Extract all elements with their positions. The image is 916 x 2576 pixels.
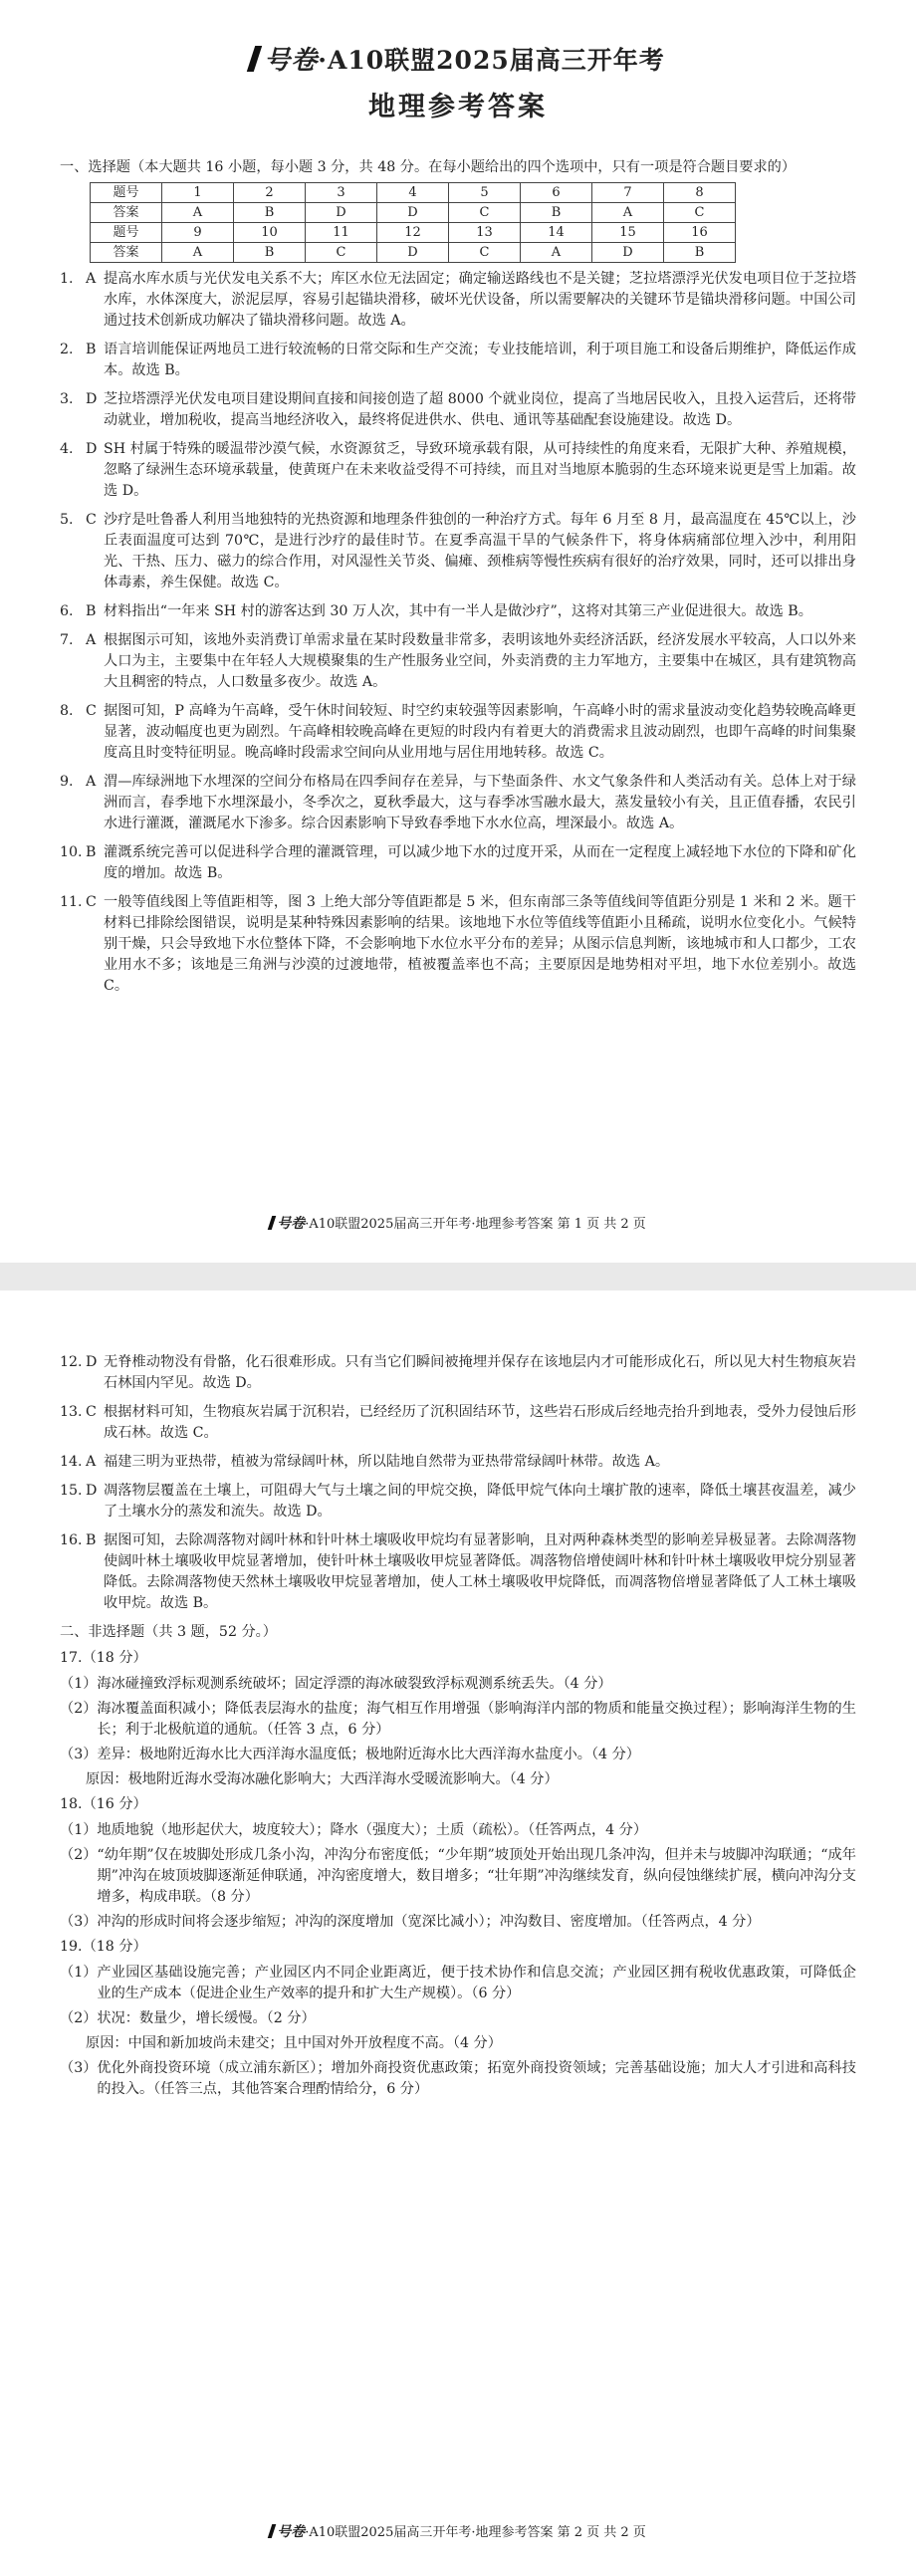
page2-content bbox=[60, 1350, 856, 2104]
sub-number: （2） bbox=[60, 2010, 98, 2026]
sub-answer bbox=[60, 2008, 856, 2029]
question-number: 12. bbox=[60, 1354, 83, 1370]
exam-title: 号卷·A10联盟2025届高三开年考 bbox=[0, 40, 916, 77]
sub-answer-text: 差异：极地附近海水比大西洋海水温度低；极地附近海水比大西洋海水盐度小。（4 分） bbox=[97, 1747, 640, 1762]
answer-table-cell: 12 bbox=[377, 223, 449, 243]
question-number: 13. bbox=[60, 1404, 83, 1420]
answer-table-cell: D bbox=[377, 203, 449, 223]
answer-table-cell: 答案 bbox=[91, 243, 162, 263]
answer-table-cell: C bbox=[449, 243, 521, 263]
answer-table-cell: 题号 bbox=[91, 223, 162, 243]
q17-answers bbox=[60, 1674, 856, 1765]
answer-table-cell: 题号 bbox=[91, 183, 162, 203]
answer-table-cell: B bbox=[664, 243, 736, 263]
answer-page-1 bbox=[0, 0, 916, 1263]
explanation-text: 提高水库水质与光伏发电关系不大；库区水位无法固定；确定输送路线也不是关键；芝拉塔漂浮光伏发电项目位于芝拉塔水库，水体深度大，淤泥层厚，容易引起锚块滑移，破坏光伏设备，所以需要解决的关键环节是锚块滑移问题。中国公司通过技术创新成功解决了锚块滑移问题。故选 A。 bbox=[104, 271, 856, 329]
answer-table bbox=[90, 182, 736, 263]
answer-table-cell: C bbox=[449, 203, 521, 223]
sub-answer-text: “幼年期”仅在坡脚处形成几条小沟，冲沟分布密度低；“少年期”坡顶处开始出现几条冲沟，但并未与坡脚冲沟联通；“成年期”冲沟在坡顶坡脚逐渐延伸联通，冲沟密度增大，数目增多；“壮年期”冲沟继续发育，纵向侵蚀继续扩展，横向冲沟分支增多，构成串联。（8 分） bbox=[97, 1847, 856, 1905]
sub-number: （1） bbox=[60, 1965, 98, 1981]
answer-table-cell: 2 bbox=[234, 183, 306, 203]
question-number: 6. bbox=[60, 603, 74, 619]
explanation-item bbox=[60, 772, 856, 834]
explanation-item bbox=[60, 340, 856, 381]
sub-number: （2） bbox=[60, 1701, 98, 1717]
q18-answers bbox=[60, 1820, 856, 1933]
answer-letter: C bbox=[86, 894, 97, 910]
answer-letter: B bbox=[86, 1532, 97, 1548]
q19-answers-cont bbox=[60, 2058, 856, 2100]
explanation-item bbox=[60, 601, 856, 622]
answer-table-cell: D bbox=[592, 243, 664, 263]
sub-answer-text: 海冰覆盖面积减小；降低表层海水的盐度；海气相互作用增强（影响海洋内部的物质和能量交换过程）；影响海洋生物的生长；利于北极航道的通航。（任答 3 点，6 分） bbox=[97, 1701, 856, 1738]
answer-table-row bbox=[91, 243, 736, 263]
answer-letter: B bbox=[86, 844, 97, 860]
sub-answer bbox=[60, 2058, 856, 2100]
choice-explanations-p1 bbox=[60, 269, 856, 997]
sub-answer bbox=[60, 1674, 856, 1695]
answer-table-cell: 14 bbox=[521, 223, 592, 243]
explanation-text: 根据图示可知，该地外卖消费订单需求量在某时段数量非常多，表明该地外卖经济活跃，经济发展水平较高，人口以外来人口为主，主要集中在年轻人大规模聚集的生产性服务业空间，外卖消费的主力军地方，主要集中在城区，具有建筑物高大且稠密的特点，人口数量多夜少。故选 A。 bbox=[104, 632, 856, 690]
explanation-text: 无脊椎动物没有骨骼，化石很难形成。只有当它们瞬间被掩埋并保存在该地层内才可能形成化石，所以见大村生物痕灰岩石林国内罕见。故选 D。 bbox=[104, 1354, 856, 1391]
answer-table-cell: C bbox=[664, 203, 736, 223]
answer-table-cell: 3 bbox=[306, 183, 377, 203]
document-title: 地理参考答案 bbox=[368, 92, 548, 122]
answer-table-cell: A bbox=[162, 243, 234, 263]
answer-table-cell: C bbox=[306, 243, 377, 263]
answer-table-cell: 6 bbox=[521, 183, 592, 203]
answer-letter: B bbox=[86, 342, 97, 357]
answer-table-cell: B bbox=[234, 243, 306, 263]
explanation-text: 凋落物层覆盖在土壤上，可阻碍大气与土壤之间的甲烷交换，降低甲烷气体向土壤扩散的速率，降低土壤甚夜温差，减少了土壤水分的蒸发和流失。故选 D。 bbox=[104, 1483, 856, 1520]
explanation-item bbox=[60, 842, 856, 884]
answer-table-cell: A bbox=[521, 243, 592, 263]
sub-answer bbox=[60, 1912, 856, 1933]
answer-letter: C bbox=[86, 512, 97, 528]
explanation-item bbox=[60, 1481, 856, 1522]
question-number: 14. bbox=[60, 1454, 83, 1470]
page2-footer: 号卷·A10联盟2025届高三开年考·地理参考答案 第 2 页 共 2 页 bbox=[0, 2521, 916, 2541]
section1-heading: 一、选择题（本大题共 16 小题，每小题 3 分，共 48 分。在每小题给出的四个选项中，只有一项是符合题目要求的） bbox=[60, 159, 797, 175]
q17-title: 17.（18 分） bbox=[60, 1650, 147, 1666]
answer-letter: D bbox=[86, 441, 98, 457]
sub-answer bbox=[60, 1963, 856, 2004]
explanation-text: 材料指出“一年来 SH 村的游客达到 30 万人次，其中有一半人是做沙疗”，这将对其第三产业促进很大。故选 B。 bbox=[104, 603, 812, 619]
answer-letter: D bbox=[86, 391, 98, 407]
answer-table-row bbox=[91, 183, 736, 203]
sub-answer bbox=[60, 1820, 856, 1841]
document-header bbox=[0, 0, 916, 123]
question-number: 16. bbox=[60, 1532, 83, 1548]
explanation-item bbox=[60, 892, 856, 997]
q19-title: 19.（18 分） bbox=[60, 1939, 147, 1955]
explanation-item bbox=[60, 510, 856, 593]
answer-table-cell: 4 bbox=[377, 183, 449, 203]
q18-title: 18.（16 分） bbox=[60, 1796, 147, 1812]
choice-explanations-p2 bbox=[60, 1352, 856, 1614]
question-number: 8. bbox=[60, 703, 74, 719]
answer-letter: A bbox=[86, 632, 97, 648]
sub-number: （3） bbox=[60, 1747, 98, 1762]
explanation-text: SH 村属于特殊的暖温带沙漠气候，水资源贫乏，导致环境承载有限，从可持续性的角度来看，无限扩大种、养殖规模，忽略了绿洲生态环境承载量，使黄斑户在未来收益受得不可持续，而且对当地原本脆弱的生态环境来说更是雪上加霜。故选 D。 bbox=[104, 441, 856, 499]
sub-answer-text: 海冰碰撞致浮标观测系统破坏；固定浮漂的海冰破裂致浮标观测系统丢失。（4 分） bbox=[97, 1676, 612, 1692]
explanation-text: 语言培训能保证两地员工进行较流畅的日常交际和生产交流；专业技能培训，利于项目施工和设备后期维护，降低运作成本。故选 B。 bbox=[104, 342, 856, 378]
question-number: 2. bbox=[60, 342, 74, 357]
explanation-item bbox=[60, 630, 856, 693]
answer-letter: A bbox=[86, 1454, 97, 1470]
question-number: 10. bbox=[60, 844, 83, 860]
answer-table-cell: 1 bbox=[162, 183, 234, 203]
answer-table-cell: A bbox=[592, 203, 664, 223]
q17-extra: 原因：极地附近海水受海冰融化影响大；大西洋海水受暖流影响大。（4 分） bbox=[86, 1771, 559, 1787]
answer-letter: B bbox=[86, 603, 97, 619]
q19-extra: 原因：中国和新加坡尚未建交；且中国对外开放程度不高。（4 分） bbox=[86, 2035, 502, 2051]
answer-letter: D bbox=[86, 1354, 98, 1370]
sub-answer-text: 优化外商投资环境（成立浦东新区）；增加外商投资优惠政策；拓宽外商投资领域；完善基础设施；加大人才引进和高科技的投入。（任答三点，其他答案合理酌情给分，6 分） bbox=[97, 2060, 856, 2097]
page-gap bbox=[0, 1263, 916, 1290]
answer-table-cell: 7 bbox=[592, 183, 664, 203]
sub-number: （3） bbox=[60, 2060, 98, 2076]
answer-table-cell: D bbox=[377, 243, 449, 263]
answer-table-cell: D bbox=[306, 203, 377, 223]
answer-letter: C bbox=[86, 1404, 97, 1420]
answer-table-row bbox=[91, 203, 736, 223]
sub-number: （1） bbox=[60, 1676, 98, 1692]
answer-table-cell: 13 bbox=[449, 223, 521, 243]
explanation-item bbox=[60, 701, 856, 764]
explanation-text: 芝拉塔漂浮光伏发电项目建设期间直接和间接创造了超 8000 个就业岗位，提高了当地居民收入，且投入运营后，还将带动就业，增加税收，提高当地经济收入，最终将促进供水、供电、通讯等基础配套设施建设。故选 D。 bbox=[104, 391, 856, 428]
explanation-item bbox=[60, 1530, 856, 1614]
answer-table-cell: A bbox=[162, 203, 234, 223]
answer-table-cell: B bbox=[234, 203, 306, 223]
sub-answer bbox=[60, 1745, 856, 1765]
footer-logo-mark bbox=[268, 2524, 277, 2538]
explanation-text: 根据材料可知，生物痕灰岩属于沉积岩，已经经历了沉积固结环节，这些岩石形成后经地壳抬升到地表，受外力侵蚀后形成石林。故选 C。 bbox=[104, 1404, 856, 1441]
answer-table-cell: 5 bbox=[449, 183, 521, 203]
question-number: 5. bbox=[60, 512, 74, 528]
sub-number: （3） bbox=[60, 1914, 98, 1930]
question-number: 9. bbox=[60, 774, 74, 790]
sub-answer-text: 状况：数量少，增长缓慢。（2 分） bbox=[97, 2010, 316, 2026]
answer-table-cell: 10 bbox=[234, 223, 306, 243]
explanation-item bbox=[60, 269, 856, 332]
question-number: 7. bbox=[60, 632, 74, 648]
answer-table-cell: 8 bbox=[664, 183, 736, 203]
explanation-item bbox=[60, 1452, 856, 1473]
answer-table-cell: 15 bbox=[592, 223, 664, 243]
explanation-item bbox=[60, 389, 856, 431]
explanation-item bbox=[60, 1352, 856, 1394]
brand-logo-mark bbox=[247, 46, 262, 72]
sub-number: （2） bbox=[60, 1847, 98, 1863]
answer-letter: A bbox=[86, 271, 97, 287]
answer-table-cell: 11 bbox=[306, 223, 377, 243]
explanation-item bbox=[60, 1402, 856, 1444]
answer-table-row bbox=[91, 223, 736, 243]
page1-footer: 号卷·A10联盟2025届高三开年考·地理参考答案 第 1 页 共 2 页 bbox=[0, 1213, 916, 1233]
question-number: 3. bbox=[60, 391, 74, 407]
sub-answer bbox=[60, 1845, 856, 1908]
answer-table-cell: 16 bbox=[664, 223, 736, 243]
answer-table-cell: 9 bbox=[162, 223, 234, 243]
answer-table-cell: B bbox=[521, 203, 592, 223]
explanation-text: 据图可知，去除凋落物对阔叶林和针叶林土壤吸收甲烷均有显著影响，且对两种森林类型的影响差异极显著。去除凋落物使阔叶林土壤吸收甲烷显著增加，使针叶林土壤吸收甲烷显著降低。凋落物倍增使阔叶林和针叶林土壤吸收甲烷分别显著降低。去除凋落物使天然林土壤吸收甲烷显著增加，使人工林土壤吸收甲烷降低，而凋落物倍增显著降低了人工林土壤吸收甲烷。故选 B。 bbox=[104, 1532, 856, 1611]
section2-heading: 二、非选择题（共 3 题，52 分。） bbox=[60, 1624, 277, 1640]
footer-logo-mark bbox=[268, 1216, 277, 1230]
sub-number: （1） bbox=[60, 1822, 98, 1838]
sub-answer bbox=[60, 1699, 856, 1741]
explanation-text: 据图可知，P 高峰为午高峰，受午休时间较短、时空约束较强等因素影响，午高峰小时的需求量波动变化趋势较晚高峰更显著，波动幅度也更为剧烈。午高峰相较晚高峰在更短的时段内有着更大的消费需求且波动剧烈，也即午高峰的时间集聚度高且时变特征明显。晚高峰时段需求空间向从业用地与居住用地转移。故选 C。 bbox=[104, 703, 856, 761]
explanation-text: 沙疗是吐鲁番人利用当地独特的光热资源和地理条件独创的一种治疗方式。每年 6 月至 8 月，最高温度在 45℃以上，沙丘表面温度可达到 70℃，是进行沙疗的最佳时节。在夏季高温干旱的气候条件下，将身体病痛部位埋入沙中，利用阳光、干热、压力、磁力的综合作用，对风湿性关节炎、偏瘫、颈椎病等慢性疾病有很好的治疗效果，同时，还可以排出身体毒素，养生保健。故选 C。 bbox=[104, 512, 856, 590]
question-number: 15. bbox=[60, 1483, 83, 1499]
page1-content bbox=[60, 157, 856, 1005]
question-number: 11. bbox=[60, 894, 83, 910]
q19-answers bbox=[60, 1963, 856, 2029]
answer-page-2 bbox=[0, 1290, 916, 2576]
sub-answer-text: 冲沟的形成时间将会逐步缩短；冲沟的深度增加（宽深比减小）；冲沟数目、密度增加。（任答两点，4 分） bbox=[97, 1914, 761, 1930]
explanation-text: 一般等值线图上等值距相等，图 3 上绝大部分等值距都是 5 米，但东南部三条等值线间等值距分别是 1 米和 2 米。题干材料已排除绘图错误，说明是某种特殊因素影响的结果。该地地下水位等值线等值距小且稀疏，说明水位变化小。气候特别干燥，只会导致地下水位整体下降，不会影响地下水位水平分布的差异；从图示信息判断，该地城市和人口都少，工农业用水不多；该地是三角洲与沙漠的过渡地带，植被覆盖率也不高；主要原因是地势相对平坦，地下水位差别小。故选 C。 bbox=[104, 894, 856, 994]
explanation-text: 福建三明为亚热带，植被为常绿阔叶林，所以陆地自然带为亚热带常绿阔叶林带。故选 A。 bbox=[104, 1454, 670, 1470]
answer-table-cell: 答案 bbox=[91, 203, 162, 223]
answer-letter: D bbox=[86, 1483, 98, 1499]
sub-answer-text: 产业园区基础设施完善；产业园区内不同企业距离近，便于技术协作和信息交流；产业园区拥有税收优惠政策，可降低企业的生产成本（促进企业生产效率的提升和扩大生产规模）。（6 分） bbox=[97, 1965, 856, 2001]
question-number: 1. bbox=[60, 271, 74, 287]
explanation-item bbox=[60, 439, 856, 502]
sub-answer-text: 地质地貌（地形起伏大，坡度较大）；降水（强度大）；土质（疏松）。（任答两点，4 分） bbox=[97, 1822, 648, 1838]
answer-letter: A bbox=[86, 774, 97, 790]
brand-logo: 号卷 bbox=[264, 46, 319, 76]
answer-letter: C bbox=[86, 703, 97, 719]
question-number: 4. bbox=[60, 441, 74, 457]
explanation-text: 灌溉系统完善可以促进科学合理的灌溉管理，可以减少地下水的过度开采，从而在一定程度上减轻地下水位的下降和矿化度的增加。故选 B。 bbox=[104, 844, 856, 881]
explanation-text: 渭—库绿洲地下水埋深的空间分布格局在四季间存在差异，与下垫面条件、水文气象条件和人类活动有关。总体上对于绿洲而言，春季地下水埋深最小，冬季次之，夏秋季最大，这与春季冰雪融水最大，蒸发量较小有关，且正值春播，农民引水进行灌溉，灌溉尾水下渗多。综合因素影响下导致春季地下水水位高，埋深最小。故选 A。 bbox=[104, 774, 856, 831]
